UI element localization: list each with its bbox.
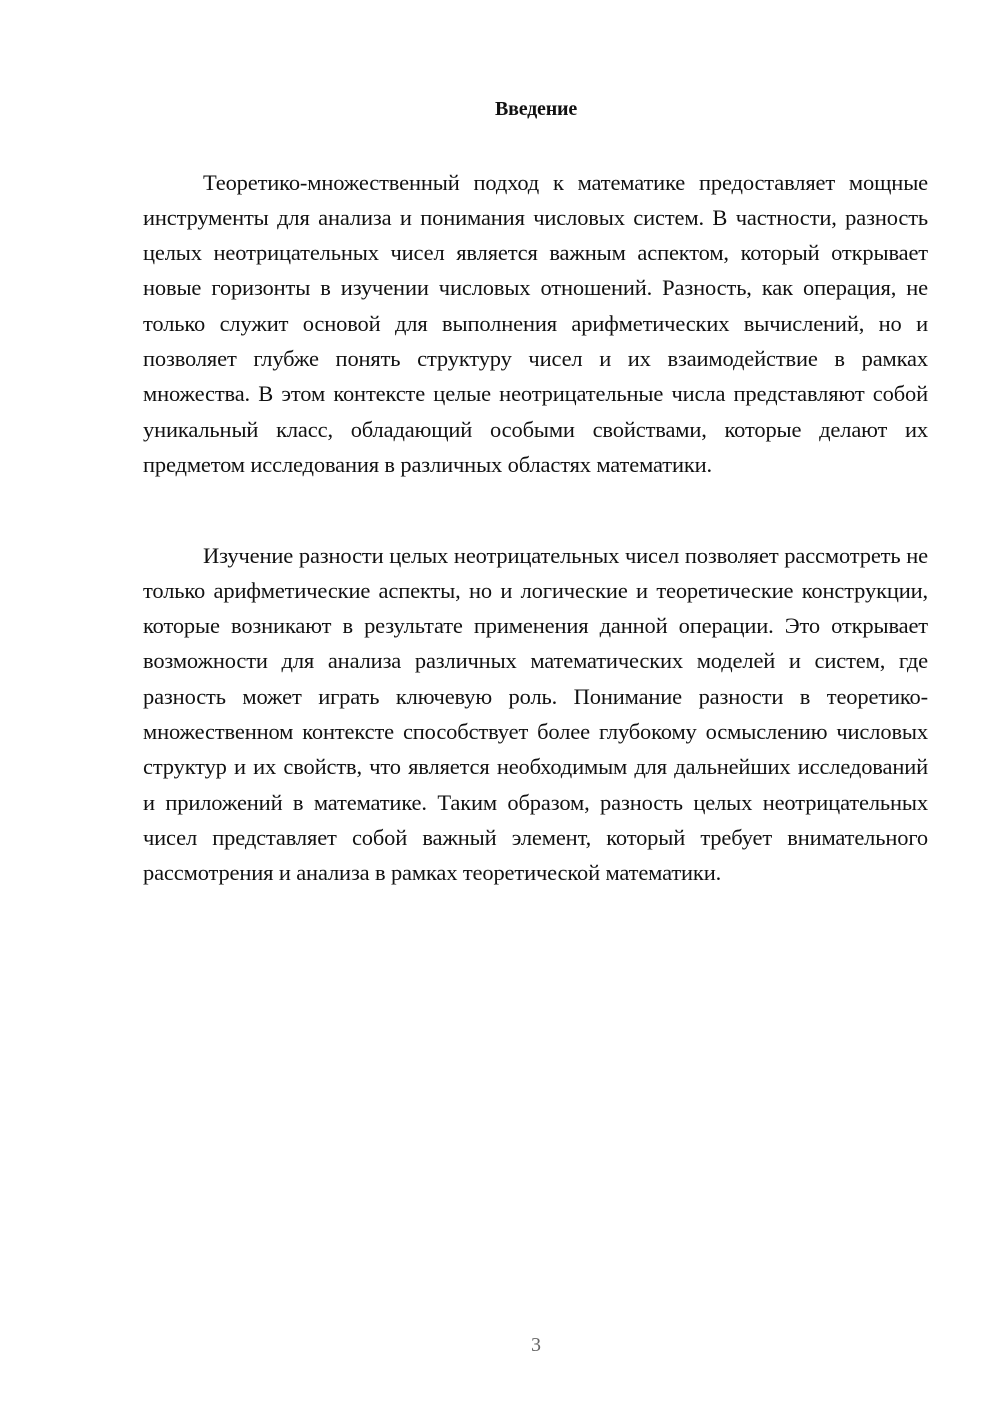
page-number: 3 <box>531 1334 541 1356</box>
paragraph-1: Теоретико-множественный подход к математике предоставляет мощные инструменты для анализа и понимания числовых систем. В частности, разность целых неотрицательных чисел является важным аспектом, который открывает новые горизонты в изучении числовых отношений. Разность, как операция, не только служит основой для выполнения арифметических вычислений, но и позволяет глубже понять структуру чисел и их взаимодействие в рамках множества. В этом контексте целые неотрицательные числа представляют собой уникальный класс, обладающий особыми свойствами, которые делают их предметом исследования в различных областях математики. <box>143 169 928 477</box>
section-heading: Введение <box>494 98 578 120</box>
paragraph-2: Изучение разности целых неотрицательных чисел позволяет рассмотреть не только арифметические аспекты, но и логические и теоретические конструкции, которые возникают в результате применения данной операции. Это открывает возможности для анализа различных математических моделей и систем, где разность может играть ключевую роль. Понимание разности в теоретико-множественном контексте способствует более глубокому осмыслению числовых структур и их свойств, что является необходимым для дальнейших исследований и приложений в математике. Таким образом, разность целых неотрицательных чисел представляет собой важный элемент, который требует внимательного рассмотрения и анализа в рамках теоретической математики. <box>143 542 928 886</box>
